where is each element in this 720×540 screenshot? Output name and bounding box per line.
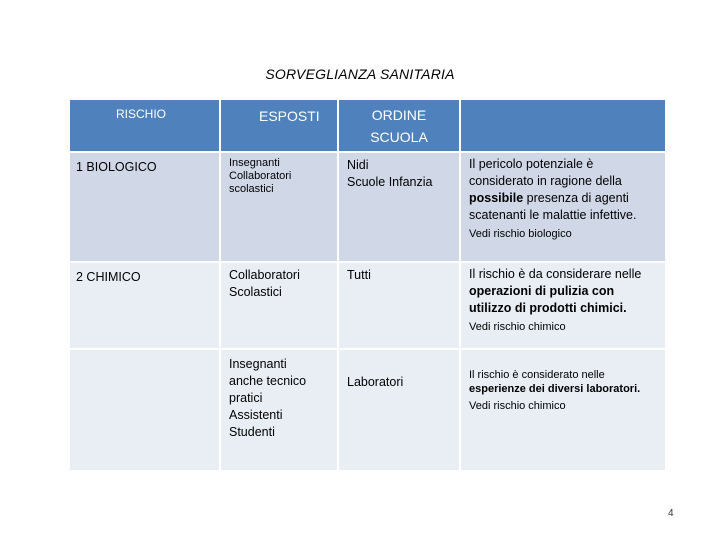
- header-descrizione: [460, 100, 666, 152]
- table-row: [70, 152, 666, 262]
- header-ordine-line2: SCUOLA: [370, 129, 428, 145]
- table-header-row: [70, 100, 666, 152]
- descrizione-cell: Il pericolo potenziale è considerato in ragione della possibile presenza di agenti scatenanti le malattie infettive. Vedi rischio biologico: [460, 152, 666, 262]
- esposti-cell: Collaboratori Scolastici: [220, 262, 338, 348]
- header-ordine-line1: ORDINE: [371, 107, 427, 123]
- surveillance-table: [70, 100, 667, 472]
- header-rischio: RISCHIO: [70, 100, 220, 152]
- ordine-cell: Nidi Scuole Infanzia: [338, 152, 460, 262]
- esposti-cell: Insegnanti anche tecnico pratici Assistenti Studenti: [220, 349, 338, 471]
- risk-reference: Vedi rischio biologico: [469, 228, 572, 241]
- table-row: [70, 349, 666, 471]
- header-esposti: ESPOSTI: [220, 100, 338, 152]
- page-number: 4: [668, 508, 674, 519]
- ordine-cell: Tutti: [338, 262, 460, 348]
- page-title: SORVEGLIANZA SANITARIA: [265, 66, 455, 82]
- table-row: [70, 262, 666, 348]
- descrizione-cell: Il rischio è considerato nelle esperienze dei diversi laboratori. Vedi rischio chimico: [460, 349, 666, 471]
- header-ordine-scuola: [338, 100, 460, 152]
- rischio-cell: 2 CHIMICO: [70, 262, 220, 348]
- descrizione-cell: Il rischio è da considerare nelle operazioni di pulizia con utilizzo di prodotti chimici. Vedi rischio chimico: [460, 262, 666, 348]
- ordine-cell: Laboratori: [338, 349, 460, 471]
- risk-reference: Vedi rischio chimico: [469, 399, 566, 412]
- esposti-cell: Insegnanti Collaboratori scolastici: [220, 152, 338, 262]
- rischio-cell: [70, 349, 220, 471]
- rischio-cell: 1 BIOLOGICO: [70, 152, 220, 262]
- risk-reference: Vedi rischio chimico: [469, 321, 566, 334]
